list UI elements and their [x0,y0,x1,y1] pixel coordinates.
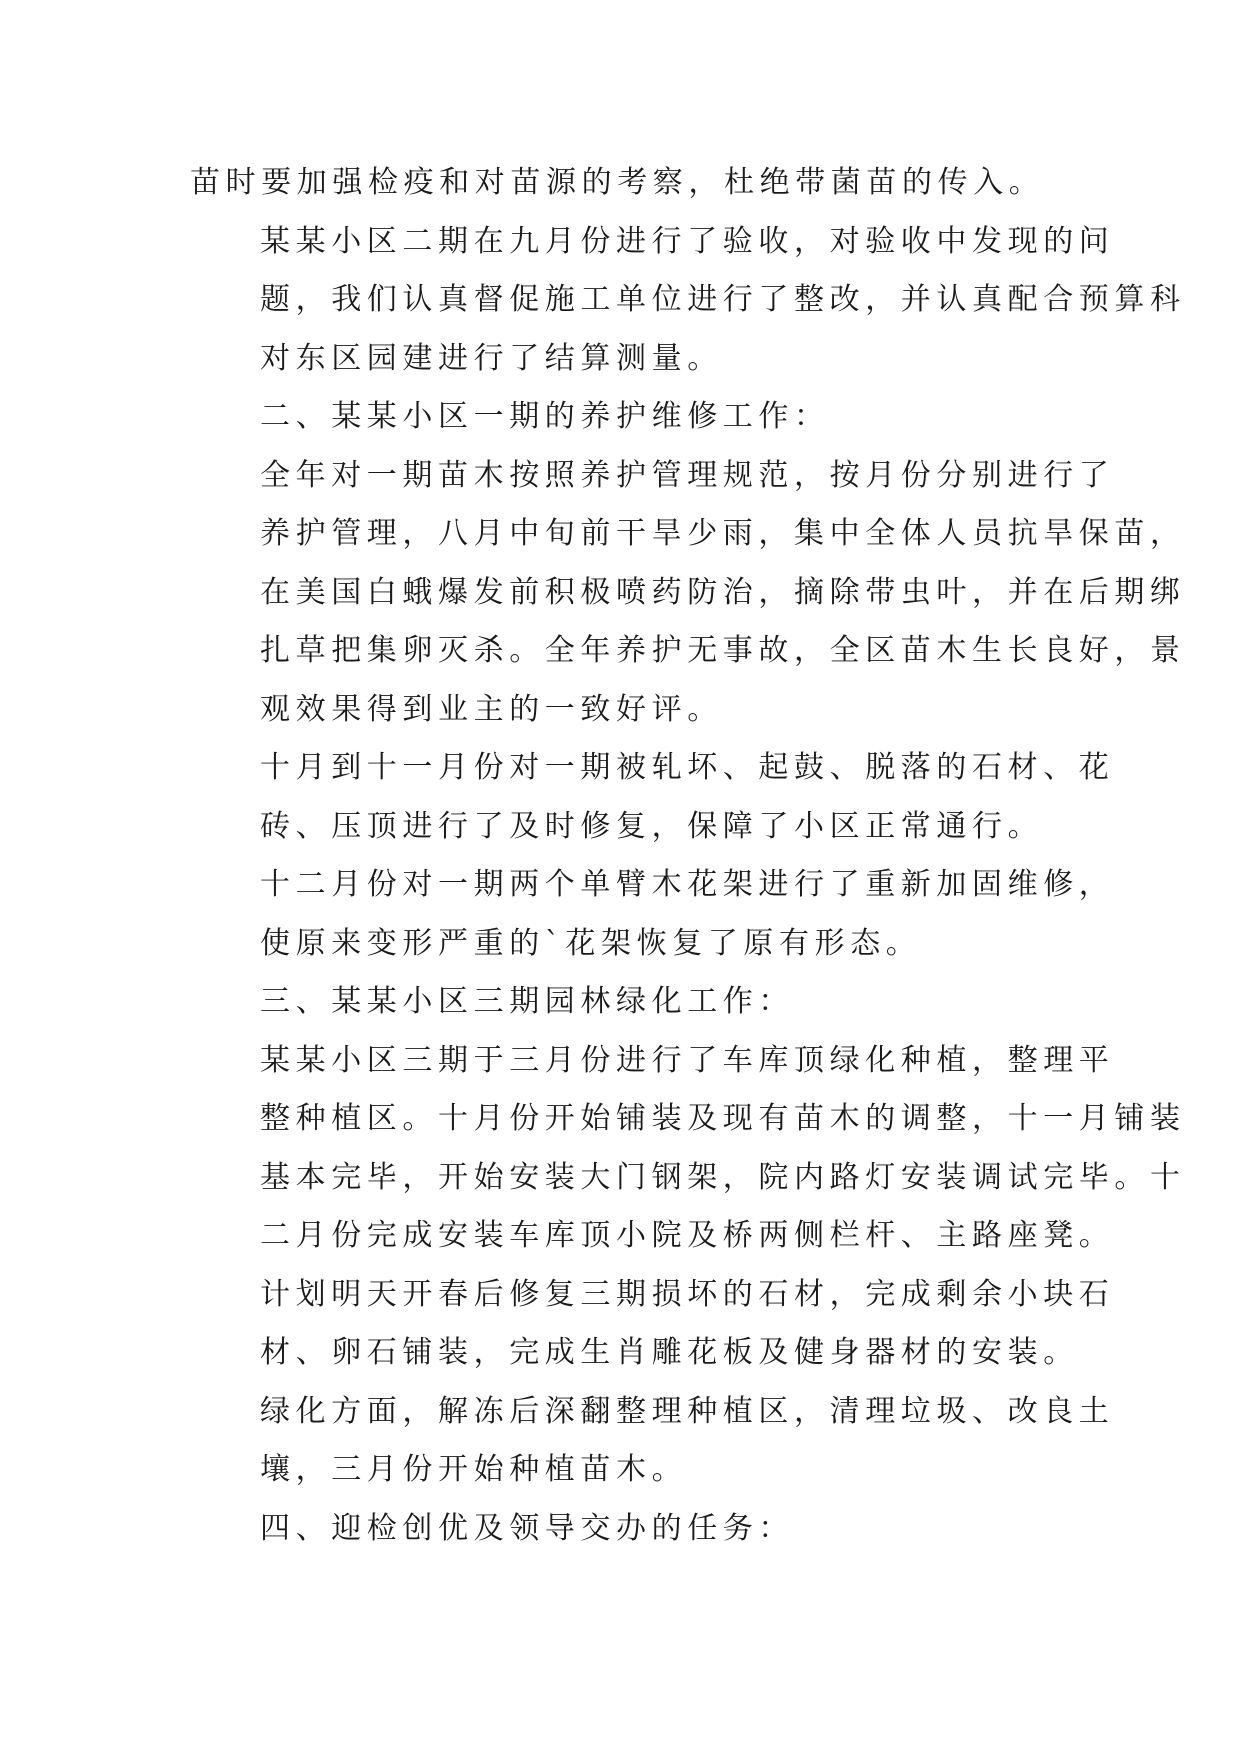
text-line: 十二月份对一期两个单臂木花架进行了重新加固维修， [260,867,1115,902]
paragraph [190,213,1186,389]
text-line: 砖、压顶进行了及时修复，保障了小区正常通行。 [260,808,1044,844]
paragraph [190,154,1050,213]
paragraph [190,1383,1115,1500]
text-line: 绿化方面，解冻后深翻整理种植区，清理垃圾、改良土 [260,1393,1115,1429]
text-line: 对东区园建进行了结算测量。 [260,340,723,376]
text-line: 养护管理，八月中旬前干旱少雨，集中全体人员抗旱保苗， [260,516,1186,551]
document-body [190,154,1186,1558]
text-line: 苗时要加强检疫和对苗源的考察，杜绝带菌苗的传入。 [190,165,1045,200]
paragraph [190,1032,1186,1266]
text-line: 使原来变形严重的`花架恢复了原有形态。 [260,925,922,961]
text-line: 某某小区三期于三月份进行了车库顶绿化种植，整理平 [260,1042,1115,1078]
text-line: 扎草把集卵灭杀。全年养护无事故，全区苗木生长良好，景 [260,633,1186,668]
text-line: 全年对一期苗木按照养护管理规范，按月份分别进行了 [260,457,1115,493]
paragraph [190,388,1050,447]
text-line: 材、卵石铺装，完成生肖雕花板及健身器材的安装。 [260,1335,1079,1370]
text-line: 壤，三月份开始种植苗木。 [260,1452,688,1487]
paragraph [190,1500,1050,1559]
text-line: 二月份完成安装车库顶小院及桥两侧栏杆、主路座凳。 [260,1218,1115,1253]
text-line: 观效果得到业主的一致好评。 [260,691,723,727]
text-line: 计划明天开春后修复三期损坏的石材，完成剩余小块石 [260,1276,1115,1312]
text-line: 十月到十一月份对一期被轧坏、起鼓、脱落的石材、花 [260,750,1115,785]
paragraph [190,739,1115,856]
text-line: 基本完毕，开始安装大门钢架，院内路灯安装调试完毕。十 [260,1159,1186,1195]
paragraph [190,1266,1115,1383]
paragraph [190,856,1115,973]
text-line: 四、迎检创优及领导交办的任务： [260,1510,794,1546]
text-line: 某某小区二期在九月份进行了验收，对验收中发现的问 [260,223,1115,259]
text-line: 在美国白蛾爆发前积极喷药防治，摘除带虫叶，并在后期绑 [260,574,1186,610]
text-line: 二、某某小区一期的养护维修工作： [260,399,830,434]
paragraph [190,973,1050,1032]
text-line: 整种植区。十月份开始铺装及现有苗木的调整，十一月铺装 [260,1101,1186,1136]
text-line: 题，我们认真督促施工单位进行了整改，并认真配合预算科 [260,282,1186,317]
text-line: 三、某某小区三期园林绿化工作： [260,984,794,1019]
paragraph [190,447,1186,740]
